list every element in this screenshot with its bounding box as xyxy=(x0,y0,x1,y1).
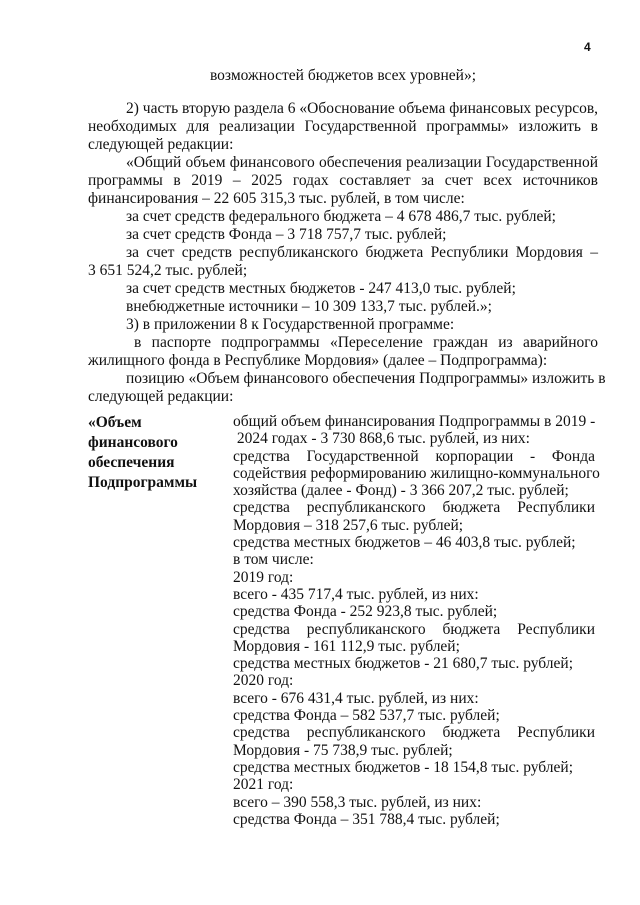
text-line: за счет средств республиканского бюджета Республики Мордовия – xyxy=(126,244,598,261)
text-line: позицию «Объем финансового обеспечения Подпрограммы» изложить в xyxy=(126,370,606,387)
text-line: «Общий объем финансового обеспечения реализации Государственной xyxy=(126,154,598,171)
text-line: за счет средств местных бюджетов - 247 413,0 тыс. рублей; xyxy=(126,280,516,297)
text-line: за счет средств Фонда – 3 718 757,7 тыс. рублей; xyxy=(126,226,447,243)
table-line: средства местных бюджетов – 46 403,8 тыс. рублей; xyxy=(233,534,576,552)
text-line: за счет средств федерального бюджета – 4 678 486,7 тыс. рублей; xyxy=(126,208,556,225)
text-line: программы в 2019 – 2025 годах составляет за счет всех источников xyxy=(88,172,598,189)
text-line: жилищного фонда в Республике Мордовия» (далее – Подпрограмма): xyxy=(88,352,548,369)
label-line: обеспечения xyxy=(88,454,175,471)
table-line: средства местных бюджетов - 18 154,8 тыс. рублей; xyxy=(233,758,574,776)
table-line: средства Фонда – 582 537,7 тыс. рублей; xyxy=(233,707,500,725)
table-line: Мордовия - 161 112,9 тыс. рублей; xyxy=(233,637,460,655)
label-line: финансового xyxy=(88,434,178,451)
text-line: следующей редакции: xyxy=(88,136,234,153)
table-line: всего – 390 558,3 тыс. рублей, из них: xyxy=(233,793,482,811)
page-number: 4 xyxy=(584,40,591,54)
table-line: средства республиканского бюджета Республики xyxy=(233,620,595,638)
table-line: всего - 676 431,4 тыс. рублей, из них: xyxy=(233,689,479,707)
text-line: 3 651 524,2 тыс. рублей; xyxy=(88,262,248,279)
table-line: Мордовия – 318 257,6 тыс. рублей; xyxy=(233,516,464,534)
table-line: 2019 год: xyxy=(233,568,294,586)
table-line: 2020 год: xyxy=(233,672,294,690)
table-line: общий объем финансирования Подпрограммы в 2019 - xyxy=(233,413,596,430)
intro-text xyxy=(88,67,598,85)
table-line: средства республиканского бюджета Республики xyxy=(233,724,595,742)
table-line: средства Фонда – 351 788,4 тыс. рублей; xyxy=(233,810,500,828)
text-line: следующей редакции: xyxy=(88,388,234,405)
table-line: всего - 435 717,4 тыс. рублей, из них: xyxy=(233,585,479,603)
table-line: в том числе: xyxy=(233,551,314,569)
text-line: 2) часть вторую раздела 6 «Обоснование объема финансовых ресурсов, xyxy=(126,100,599,117)
label-line: Подпрограммы xyxy=(88,474,198,491)
table-line: 2024 годах - 3 730 868,6 тыс. рублей, из них: xyxy=(233,430,530,448)
text-line: финансирования – 22 605 315,3 тыс. рублей, в том числе: xyxy=(88,190,465,207)
table-line: хозяйства (далее - Фонд) - 3 366 207,2 тыс. рублей; xyxy=(233,482,569,500)
table-line: средства республиканского бюджета Республики xyxy=(233,499,595,517)
table-line: 2021 год: xyxy=(233,776,294,794)
label-line: «Объем xyxy=(88,414,142,431)
table-line: средства Государственной корпорации - Фонда xyxy=(233,447,595,465)
table-line: средства Фонда - 252 923,8 тыс. рублей; xyxy=(233,603,498,621)
text-line: внебюджетные источники – 10 309 133,7 тыс. рублей.»; xyxy=(126,298,492,315)
text-line: необходимых для реализации Государственной программы» изложить в xyxy=(88,118,598,135)
table-line: Мордовия - 75 738,9 тыс. рублей; xyxy=(233,741,453,759)
table-right-content xyxy=(233,413,600,828)
table-left-label xyxy=(88,413,208,493)
text-line: возможностей бюджетов всех уровней»; xyxy=(209,67,477,84)
table-line: содействия реформированию жилищно-коммунального xyxy=(233,464,600,482)
section-2-text xyxy=(88,100,606,406)
text-line: 3) в приложении 8 к Государственной программе: xyxy=(126,316,455,333)
text-line: в паспорте подпрограммы «Переселение граждан из аварийного xyxy=(134,334,598,351)
table-line: средства местных бюджетов - 21 680,7 тыс. рублей; xyxy=(233,655,574,673)
